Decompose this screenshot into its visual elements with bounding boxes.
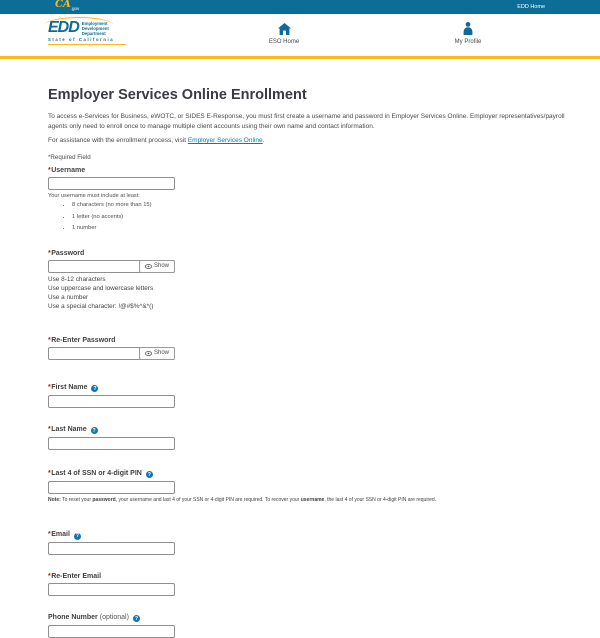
required-asterisk: * — [48, 250, 51, 257]
nav-eso-home[interactable] — [256, 21, 312, 45]
ssn-note-bold: password — [92, 496, 116, 503]
first-name-label-text: First Name — [51, 383, 88, 391]
last-name-label-text: Last Name — [51, 425, 87, 433]
last-name-field-group — [48, 426, 570, 450]
password-field-group — [48, 250, 570, 311]
help-icon[interactable]: ? — [92, 427, 96, 434]
utility-bar — [0, 0, 600, 14]
ssn-note-bold: Note: — [48, 496, 61, 503]
eye-icon — [145, 351, 152, 356]
edd-logo[interactable] — [48, 20, 126, 45]
password-rules — [48, 275, 570, 311]
reenter-password-label — [48, 337, 570, 344]
username-input[interactable] — [48, 177, 175, 190]
ca-gov-logo-gov: .gov — [70, 6, 80, 11]
password-rule-case: Use uppercase and lowercase letters — [48, 285, 154, 292]
username-hint-title: Your username must include at least: — [48, 193, 140, 199]
username-rules-list — [48, 202, 570, 232]
phone-label — [48, 614, 570, 623]
password-rule-number: Use a number — [48, 294, 89, 301]
phone-field-group — [48, 614, 570, 638]
last-name-input[interactable] — [48, 437, 175, 450]
required-asterisk: * — [48, 167, 51, 174]
show-password-button[interactable] — [139, 260, 175, 273]
password-label — [48, 250, 570, 257]
phone-optional-label: (optional) — [99, 613, 129, 621]
assistance-prefix: For assistance with the enrollment process, visit — [48, 137, 188, 144]
reenter-email-field-group — [48, 573, 570, 596]
ssn-note-text: , the last 4 of your SSN or 4-digit PIN are required. — [324, 496, 437, 503]
first-name-input[interactable] — [48, 395, 175, 408]
help-icon[interactable]: ? — [93, 385, 97, 392]
edd-home-link[interactable]: EDD Home — [517, 4, 545, 10]
help-icon[interactable]: ? — [147, 471, 151, 478]
ssn-note — [48, 497, 570, 504]
username-rule-letter: • 1 letter (no accents) — [72, 214, 570, 221]
password-rule-special: Use a special character: !@#$%^&*() — [48, 303, 154, 310]
username-rule-number: • 1 number — [72, 225, 570, 232]
show-password-label: Show — [153, 263, 169, 269]
ssn-pin-field-group — [48, 470, 570, 504]
main-content — [0, 59, 600, 638]
page-title: Employer Services Online Enrollment — [48, 87, 307, 103]
home-icon — [278, 21, 291, 35]
required-asterisk: * — [48, 383, 51, 391]
first-name-label — [48, 384, 570, 393]
show-reenter-password-button[interactable] — [139, 347, 175, 360]
reenter-email-label-text: Re-Enter Email — [51, 573, 102, 580]
reenter-email-input[interactable] — [48, 583, 175, 596]
email-label-text: Email — [51, 531, 70, 538]
ssn-pin-label-text: Last 4 of SSN or 4-digit PIN — [51, 469, 142, 477]
required-asterisk: * — [48, 337, 51, 344]
eye-icon — [145, 264, 152, 269]
ssn-pin-input[interactable] — [48, 481, 175, 494]
password-label-text: Password — [51, 250, 85, 257]
email-field-group — [48, 531, 570, 555]
edd-logo-text: EDD — [48, 19, 79, 36]
assistance-suffix: . — [262, 137, 265, 144]
nav-my-profile-label: My Profile — [454, 39, 482, 45]
site-header — [0, 14, 600, 59]
last-name-label — [48, 426, 570, 435]
reenter-password-label-text: Re-Enter Password — [51, 337, 116, 344]
ca-gov-logo-ca: CA — [55, 0, 71, 10]
edd-logo-swoosh — [44, 17, 114, 34]
username-label-text: Username — [51, 167, 86, 174]
ca-gov-logo[interactable] — [55, 0, 79, 14]
ssn-note-bold: username — [300, 496, 325, 503]
edd-dept-line2: Development — [81, 25, 109, 31]
required-asterisk: * — [48, 531, 51, 538]
help-icon[interactable]: ? — [75, 533, 79, 539]
reenter-password-field-group — [48, 337, 570, 360]
password-rule-length: Use 8-12 characters — [48, 276, 106, 283]
reenter-email-label — [48, 573, 570, 580]
nav-eso-home-label: ESO Home — [268, 39, 300, 45]
edd-dept-line1: Employment — [81, 20, 108, 26]
ssn-note-text: To reset your — [60, 496, 93, 503]
required-asterisk: * — [48, 573, 51, 580]
phone-input[interactable] — [48, 625, 175, 638]
username-field-group — [48, 167, 570, 232]
username-rule-characters: • 8 characters (no more than 15) — [72, 202, 570, 209]
phone-label-text: Phone Number — [48, 613, 98, 621]
username-label — [48, 167, 570, 174]
required-asterisk: * — [48, 425, 51, 433]
person-icon — [463, 21, 473, 35]
required-field-note: *Required Field — [48, 154, 91, 161]
show-reenter-password-label: Show — [153, 350, 169, 356]
email-input[interactable] — [48, 542, 175, 555]
edd-logo-tagline: State of California — [48, 37, 126, 45]
email-label — [48, 531, 570, 540]
help-icon[interactable]: ? — [134, 615, 139, 622]
intro-paragraph: To access e-Services for Business, eWOTC, or SIDES E-Response, you must first create a username and password in Employer Services Online. Employer representatives/payroll agents only need to enroll once to manage multiple client accounts using their own name and contact information. — [48, 113, 565, 130]
nav-my-profile[interactable] — [440, 21, 496, 45]
first-name-field-group — [48, 384, 570, 408]
ssn-note-text: , your username and last 4 of your SSN or 4-digit PIN are required. To recover your — [115, 496, 301, 503]
edd-dept-line3: Department — [81, 30, 106, 36]
required-asterisk: * — [48, 469, 51, 477]
ssn-pin-label — [48, 470, 570, 479]
employer-services-online-link[interactable]: Employer Services Online — [187, 137, 263, 144]
assistance-line — [48, 136, 570, 145]
